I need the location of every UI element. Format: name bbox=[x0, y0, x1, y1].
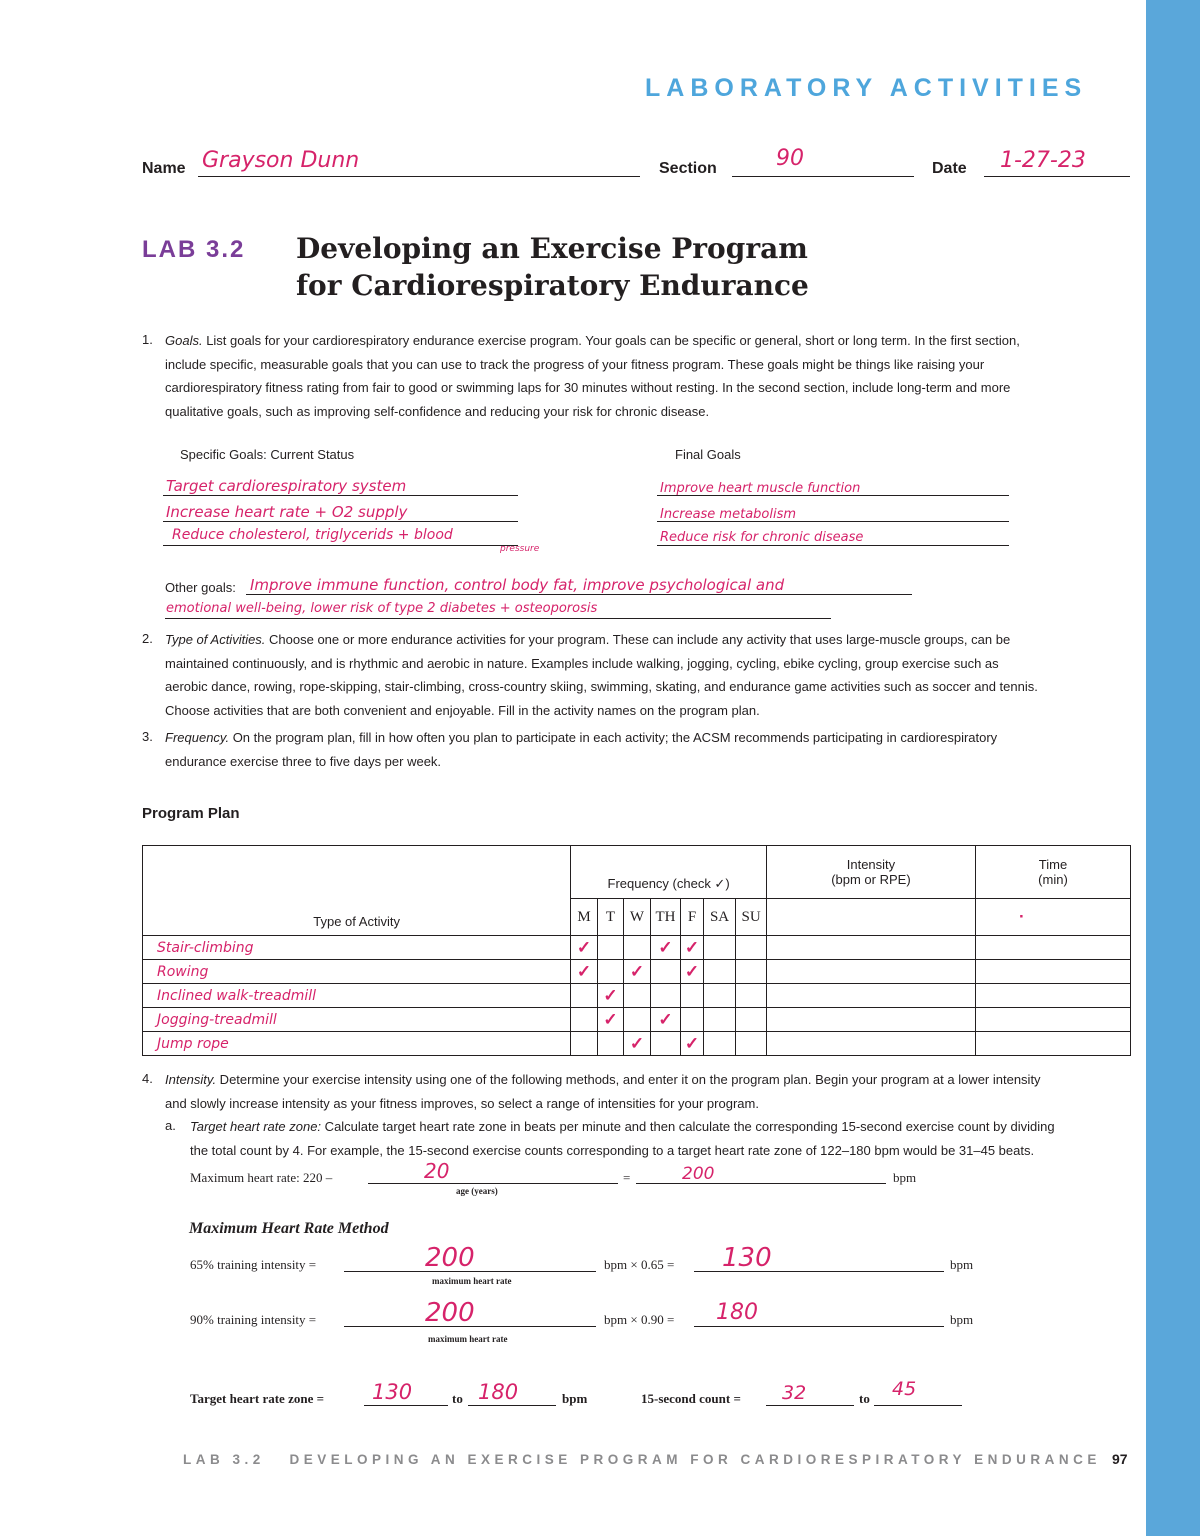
day-cell-th[interactable] bbox=[650, 984, 681, 1008]
day-cell-th[interactable] bbox=[650, 1032, 681, 1056]
count-label: 15-second count = bbox=[641, 1391, 741, 1406]
day-header-su: SU bbox=[736, 899, 767, 936]
day-cell-m[interactable] bbox=[571, 1032, 598, 1056]
line90-mult: bpm × 0.90 = bbox=[604, 1312, 675, 1327]
day-cell-sa[interactable] bbox=[703, 936, 736, 960]
day-cell-su[interactable] bbox=[736, 984, 767, 1008]
specific-goal-3[interactable]: Reduce cholesterol, triglycerids + blood bbox=[172, 527, 453, 543]
lab-number: LAB 3.2 bbox=[142, 236, 246, 263]
plan-row-intensity[interactable] bbox=[766, 1032, 975, 1056]
plan-row-activity[interactable]: Rowing bbox=[143, 960, 571, 984]
plan-row-intensity[interactable] bbox=[766, 1008, 975, 1032]
day-header-sa: SA bbox=[703, 899, 736, 936]
day-cell-t[interactable] bbox=[597, 936, 624, 960]
check-mark: ✓ bbox=[603, 1009, 618, 1029]
day-header-w: W bbox=[624, 899, 651, 936]
line65-mhr[interactable]: 200 bbox=[425, 1243, 475, 1273]
other-goals-line1[interactable]: Improve immune function, control body fat, improve psychological and bbox=[250, 576, 785, 594]
plan-row-activity[interactable]: Jump rope bbox=[143, 1032, 571, 1056]
activities-label: Type of Activities. bbox=[165, 632, 266, 647]
plan-row bbox=[143, 1008, 1131, 1032]
plan-row-intensity[interactable] bbox=[766, 936, 975, 960]
date-line bbox=[984, 176, 1130, 177]
plan-row-time[interactable] bbox=[975, 1032, 1130, 1056]
day-header-th: TH bbox=[650, 899, 681, 936]
check-mark: ✓ bbox=[629, 1033, 645, 1053]
day-cell-th[interactable] bbox=[650, 1008, 681, 1032]
day-header-f: F bbox=[681, 899, 703, 936]
day-cell-su[interactable] bbox=[736, 1032, 767, 1056]
day-cell-f[interactable] bbox=[681, 984, 703, 1008]
plan-row bbox=[143, 1032, 1131, 1056]
specific-goal-3-overflow: pressure bbox=[500, 544, 540, 554]
day-cell-f[interactable] bbox=[681, 960, 703, 984]
check-mark: ✓ bbox=[576, 937, 592, 957]
lab-title bbox=[296, 230, 809, 304]
day-cell-t[interactable] bbox=[597, 984, 624, 1008]
name-line bbox=[198, 176, 640, 177]
day-cell-m[interactable] bbox=[571, 960, 598, 984]
line90-mhr[interactable]: 200 bbox=[425, 1298, 475, 1328]
plan-row-activity[interactable]: Inclined walk-treadmill bbox=[143, 984, 571, 1008]
line65-mult: bpm × 0.65 = bbox=[604, 1257, 675, 1272]
check-mark: ✓ bbox=[684, 1033, 700, 1053]
day-cell-w[interactable] bbox=[624, 960, 651, 984]
day-cell-f[interactable] bbox=[681, 1032, 703, 1056]
line90-unit: bpm bbox=[950, 1312, 974, 1327]
line90-caption: maximum heart rate bbox=[428, 1334, 508, 1344]
section-value[interactable]: 90 bbox=[776, 146, 804, 171]
zone-high[interactable]: 180 bbox=[478, 1380, 519, 1404]
name-label: Name bbox=[142, 160, 186, 177]
day-cell-t[interactable] bbox=[597, 960, 624, 984]
max-hr-value[interactable]: 200 bbox=[682, 1164, 715, 1184]
zone-label: Target heart rate zone = bbox=[190, 1391, 324, 1406]
day-cell-sa[interactable] bbox=[703, 984, 736, 1008]
frequency-number: 3. bbox=[142, 729, 153, 744]
date-label: Date bbox=[932, 160, 967, 177]
final-goal-3[interactable]: Reduce risk for chronic disease bbox=[660, 530, 864, 545]
day-cell-f[interactable] bbox=[681, 936, 703, 960]
other-goals-label: Other goals: bbox=[165, 580, 236, 595]
day-cell-w[interactable] bbox=[624, 936, 651, 960]
day-cell-f[interactable] bbox=[681, 1008, 703, 1032]
count-low[interactable]: 32 bbox=[782, 1382, 807, 1404]
plan-row-time[interactable] bbox=[975, 984, 1130, 1008]
check-mark: ✓ bbox=[603, 985, 618, 1005]
zone-to: to bbox=[452, 1391, 463, 1406]
intensity-label: Intensity. bbox=[165, 1072, 217, 1087]
check-mark: ✓ bbox=[684, 937, 700, 957]
day-header-m: M bbox=[571, 899, 598, 936]
section-line bbox=[732, 176, 914, 177]
day-cell-su[interactable] bbox=[736, 936, 767, 960]
day-cell-m[interactable] bbox=[571, 984, 598, 1008]
lab-title-line1: Developing an Exercise Program bbox=[296, 232, 808, 265]
zone-low[interactable]: 130 bbox=[372, 1380, 413, 1404]
day-cell-th[interactable] bbox=[650, 960, 681, 984]
check-mark: ✓ bbox=[684, 961, 700, 981]
type-of-activity-header: Type of Activity bbox=[143, 846, 571, 936]
intensity-blank bbox=[766, 899, 975, 936]
count-high[interactable]: 45 bbox=[892, 1378, 917, 1400]
line65-result[interactable]: 130 bbox=[722, 1243, 772, 1273]
line65-label: 65% training intensity = bbox=[190, 1257, 317, 1272]
day-cell-t[interactable] bbox=[597, 1032, 624, 1056]
max-hr-equals: = bbox=[623, 1170, 631, 1185]
max-hr-unit: bpm bbox=[893, 1170, 917, 1185]
activities-instructions: Type of Activities. Choose one or more endurance activities for your program. These can include any activity that uses large-muscle groups, can be maintained continuously, and is rhythmic and aerobic in nature. Examples include walking, jogging, cycling, ebike cycling, group exercise such as aerobic dance, rowing, rope-skipping, stair-climbing, cross-country skiing, swimming, skating, and endurance game activities such as soccer and tennis. Choose activities that are both convenient and enjoyable. Fill in the activity names on the program plan. bbox=[165, 632, 1038, 718]
line65-caption: maximum heart rate bbox=[432, 1276, 512, 1286]
line90-result[interactable]: 180 bbox=[716, 1300, 758, 1325]
specific-goal-2[interactable]: Increase heart rate + O2 supply bbox=[166, 503, 408, 521]
page-edge-band bbox=[1146, 0, 1200, 1536]
check-mark: ✓ bbox=[658, 937, 673, 957]
plan-row bbox=[143, 984, 1131, 1008]
line65-unit: bpm bbox=[950, 1257, 974, 1272]
section-label: Section bbox=[659, 160, 717, 177]
age-caption: age (years) bbox=[456, 1186, 498, 1196]
day-cell-t[interactable] bbox=[597, 1008, 624, 1032]
other-goals-line2[interactable]: emotional well-being, lower risk of type 2 diabetes + osteoporosis bbox=[166, 601, 598, 616]
frequency-header: Frequency (check ✓) bbox=[571, 846, 767, 899]
specific-goal-1[interactable]: Target cardiorespiratory system bbox=[166, 477, 407, 495]
age-value[interactable]: 20 bbox=[424, 1159, 450, 1183]
running-footer: LAB 3.2 DEVELOPING AN EXERCISE PROGRAM FOR CARDIORESPIRATORY ENDURANCE bbox=[183, 1452, 1101, 1467]
check-mark: ✓ bbox=[576, 961, 592, 981]
plan-row-time[interactable] bbox=[975, 936, 1130, 960]
day-cell-su[interactable] bbox=[736, 1008, 767, 1032]
day-cell-m[interactable] bbox=[571, 1008, 598, 1032]
sub-a-label: a. bbox=[165, 1118, 176, 1133]
intensity-instructions: Intensity. Determine your exercise intensity using one of the following methods, and enter it on the program plan. Begin your program at a lower intensity and slowly increase intensity as your fitness improves, so select a range of intensities for your program. bbox=[165, 1072, 1041, 1111]
plan-row-activity[interactable]: Stair-climbing bbox=[143, 936, 571, 960]
plan-row bbox=[143, 936, 1131, 960]
day-cell-w[interactable] bbox=[624, 1008, 651, 1032]
program-plan-table bbox=[142, 845, 1131, 1056]
goals-label: Goals. bbox=[165, 333, 203, 348]
time-header: Time (min) bbox=[975, 846, 1130, 899]
goals-number: 1. bbox=[142, 332, 153, 347]
program-plan-title: Program Plan bbox=[142, 805, 240, 822]
goals-instructions: Goals. List goals for your cardiorespiratory endurance exercise program. Your goals can be specific or general, short or long term. In the first section, include specific, measurable goals that you can use to track the progress of your fitness program. These goals might be things like raising your cardiorespiratory fitness rating from fair to good or swimming laps for 30 minutes without resting. In the second section, include long-term and more qualitative goals, such as improving self-confidence and reducing your risk for chronic disease. bbox=[165, 333, 1020, 419]
lab-title-line2: for Cardiorespiratory Endurance bbox=[296, 269, 809, 302]
day-header-t: T bbox=[597, 899, 624, 936]
day-cell-m[interactable] bbox=[571, 936, 598, 960]
day-cell-sa[interactable] bbox=[703, 1008, 736, 1032]
day-cell-sa[interactable] bbox=[703, 960, 736, 984]
day-cell-w[interactable] bbox=[624, 1032, 651, 1056]
method-title: Maximum Heart Rate Method bbox=[189, 1220, 389, 1237]
date-value[interactable]: 1-27-23 bbox=[1000, 148, 1086, 173]
plan-row-intensity[interactable] bbox=[766, 960, 975, 984]
activities-number: 2. bbox=[142, 631, 153, 646]
plan-row-activity[interactable]: Jogging-treadmill bbox=[143, 1008, 571, 1032]
target-hr-label: Target heart rate zone: bbox=[190, 1119, 322, 1134]
plan-row bbox=[143, 960, 1131, 984]
plan-row-time[interactable] bbox=[975, 960, 1130, 984]
time-mark: · bbox=[1018, 907, 1025, 926]
section-header: LABORATORY ACTIVITIES bbox=[645, 74, 1088, 102]
specific-goals-header: Specific Goals: Current Status bbox=[180, 447, 355, 462]
frequency-instructions: Frequency. On the program plan, fill in how often you plan to participate in each activity; the ACSM recommends participating in cardiorespiratory endurance exercise three to five days per week. bbox=[165, 730, 998, 769]
page-number: 97 bbox=[1112, 1451, 1128, 1467]
final-goal-1[interactable]: Improve heart muscle function bbox=[660, 481, 861, 496]
check-mark: ✓ bbox=[629, 961, 645, 981]
day-cell-w[interactable] bbox=[624, 984, 651, 1008]
target-hr-instructions: Target heart rate zone: Calculate target heart rate zone in beats per minute and then calculate the corresponding 15-second exercise count by dividing the total count by 4. For example, the 15-second exercise counts corresponding to a target heart rate zone of 122–180 bpm would be 31–45 beats. bbox=[190, 1119, 1055, 1158]
count-to: to bbox=[859, 1391, 870, 1406]
plan-row-time[interactable] bbox=[975, 1008, 1130, 1032]
intensity-number: 4. bbox=[142, 1071, 153, 1086]
check-mark: ✓ bbox=[658, 1009, 673, 1029]
day-cell-sa[interactable] bbox=[703, 1032, 736, 1056]
name-value[interactable]: Grayson Dunn bbox=[202, 148, 360, 173]
zone-unit: bpm bbox=[562, 1391, 588, 1406]
plan-row-intensity[interactable] bbox=[766, 984, 975, 1008]
line90-label: 90% training intensity = bbox=[190, 1312, 317, 1327]
day-cell-th[interactable] bbox=[650, 936, 681, 960]
final-goal-2[interactable]: Increase metabolism bbox=[660, 507, 797, 522]
max-hr-label: Maximum heart rate: 220 – bbox=[190, 1170, 333, 1185]
day-cell-su[interactable] bbox=[736, 960, 767, 984]
frequency-label: Frequency. bbox=[165, 730, 230, 745]
time-blank bbox=[975, 899, 1130, 936]
intensity-header: Intensity (bpm or RPE) bbox=[766, 846, 975, 899]
final-goals-header: Final Goals bbox=[675, 447, 741, 462]
